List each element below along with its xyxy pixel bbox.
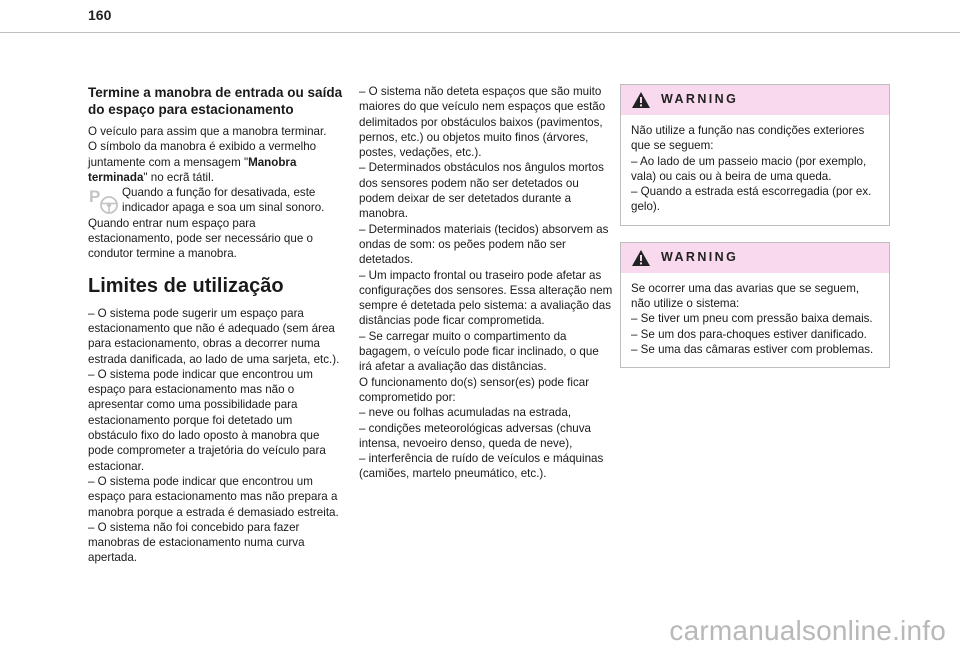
column-right xyxy=(620,84,890,384)
warning-body xyxy=(621,273,889,367)
sub-heading: Termine a manobra de entrada ou saída do espaço para estacionamento xyxy=(88,85,343,117)
warning-text: Não utilize a função nas condições exteriores que se seguem: – Ao lado de um passeio macio (por exemplo, vala) ou cais ou à beira de uma queda. – Quando a estrada está escorregadia (por ex. gelo). xyxy=(631,124,872,214)
paragraph-maneuver-end: O veículo para assim que a manobra terminar. O símbolo da manobra é exibido a vermelho juntamente com a mensagem "Manobra terminada" no ecrã tátil. xyxy=(88,125,327,184)
warning-box-1 xyxy=(620,84,890,226)
column-left xyxy=(88,84,343,566)
icon-paragraph xyxy=(88,185,343,216)
paragraph-limits: – O sistema pode sugerir um espaço para estacionamento que não é adequado (sem área para estacionamento, obras a decorrer numa estrada danificada, ao lado de uma sarjeta, etc.). – O sistema pode indicar que encontrou um espaço para estacionamento mas não o apresentar como uma possibilidade para estacionamento porque foi detetado um obstáculo fixo do lado oposto à manobra que pode comprometer a trajetória do veículo para estacionar. – O sistema pode indicar que encontrou um espaço para estacionamento mas não prepara a manobra porque a estrada é demasiado estreita. – O sistema não foi concebido para fazer manobras de estacionamento numa curva apertada. xyxy=(88,306,340,565)
paragraph-limits-continued: – O sistema não deteta espaços que são muito maiores do que veículo nem espaços que estão delimitados por obstáculos baixos (pavimentos, pernos, etc.) ou objetos muito finos (árvores, postes, vedações, etc.). – Determinados obstáculos nos ângulos mortos dos sensores podem não ser detetados ou podem deixar de ser detetados durante a manobra. – Determinados materiais (tecidos) absorvem as ondas de som: os peões podem não ser detetados. – Um impacto frontal ou traseiro pode afetar as configurações dos sensores. Essa alteração nem sempre é detetada pelo sistema: a avaliação das distâncias pode ficar comprometida. – Se carregar muito o compartimento da bagagem, o veículo pode ficar inclinado, o que irá afetar a avaliação das distâncias. xyxy=(359,85,613,374)
page-number: 160 xyxy=(88,7,112,23)
paragraph-driver-finish: Quando entrar num espaço para estacionamento, pode ser necessário que o condutor termine a manobra. xyxy=(88,216,313,261)
warning-title: WARNING xyxy=(661,92,739,107)
warning-box-2 xyxy=(620,242,890,368)
watermark: carmanualsonline.info xyxy=(669,615,946,646)
warning-header xyxy=(621,85,889,115)
paragraph-sensor-conditions: O funcionamento do(s) sensor(es) pode ficar comprometido por: – neve ou folhas acumuladas na estrada, – condições meteorológicas adversas (chuva intensa, nevoeiro denso, queda de neve), – interferência de ruído de veículos e máquinas (camiões, martelo pneumático, etc.). xyxy=(359,375,604,481)
column-middle xyxy=(359,84,614,482)
warning-triangle-icon xyxy=(631,249,651,267)
warning-body xyxy=(621,115,889,225)
warning-triangle-icon xyxy=(631,91,651,109)
header-rule xyxy=(0,32,960,33)
warning-text: Se ocorrer uma das avarias que se seguem, não utilize o sistema: – Se tiver um pneu com pressão baixa demais. – Se um dos para-choques estiver danificado. – Se uma das câmaras estiver com problemas. xyxy=(631,281,874,356)
warning-header xyxy=(621,243,889,273)
icon-description: Quando a função for desativada, este indicador apaga e soa um sinal sonoro. xyxy=(122,186,325,215)
svg-text:P: P xyxy=(89,187,101,207)
section-heading: Limites de utilização xyxy=(88,274,284,297)
bold-message: Manobra terminada xyxy=(88,155,297,184)
warning-title: WARNING xyxy=(661,250,739,265)
parking-assist-icon xyxy=(88,185,122,215)
